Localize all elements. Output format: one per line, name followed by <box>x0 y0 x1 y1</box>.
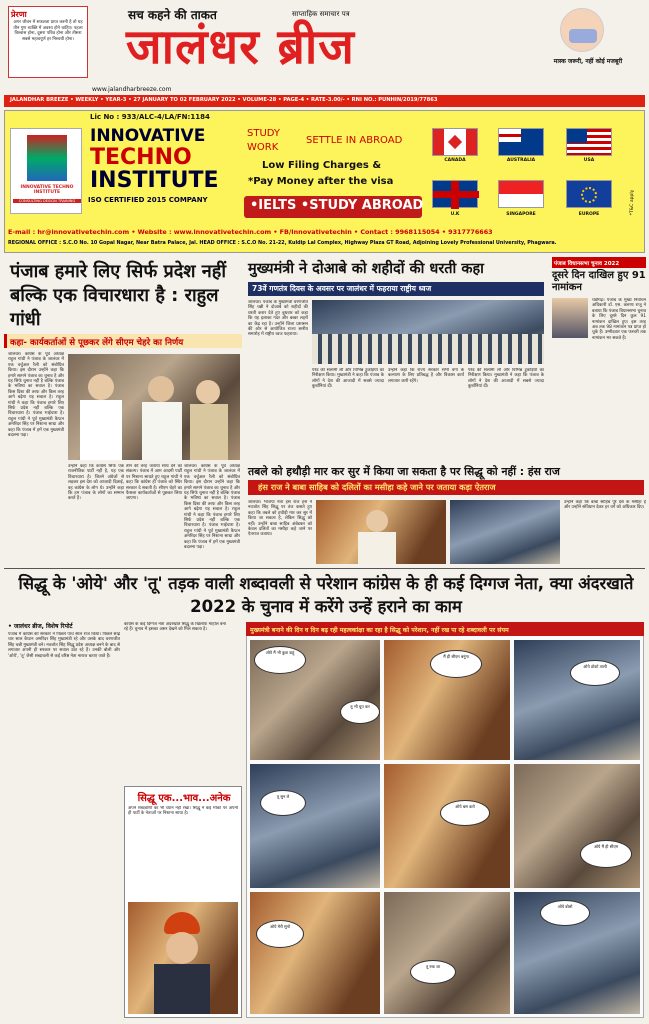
collage-photo-4 <box>250 764 380 888</box>
collage-photo-7 <box>250 892 380 1014</box>
tagline: सच कहने की ताकत <box>128 8 217 22</box>
country-canada: CANADA <box>444 158 466 163</box>
ad-office: REGIONAL OFFICE : S.C.O No. 10 Gopal Nagar, Near Batra Palace, Jal. HEAD OFFICE : S.C.O No. 21-22, Kuldip Lal Complex, Highway Plaza GT Road, Adjoining Lovely Professional University, Phagwara. <box>8 240 557 246</box>
story4-byline: • जालंधर ब्रीज, विशेष रिपोर्ट <box>8 623 73 630</box>
usa-flag-icon <box>566 128 612 156</box>
story1-col4: जालंधर। कांग्रेस के पूर्व अध्यक्ष राहुल गांधी ने पंजाब के जालंधर में एक वर्चुअल रैली को संबोधित किया। इस दौरान उन्होंने कहा कि हमारे सामने पंजाब का चुनाव है और यह सिर्फ चुनाव नहीं है बल्कि पंजाब के भविष्य का सवाल है। पंजाब किस दिशा की तरफ और किस तरह आगे बढ़ेगा यह सवाल है। राहुल गांधी ने कहा कि पंजाब हमारे लिए सिर्फ प्रदेश नहीं बल्कि एक विचारधारा है। पंजाब भाईचारा है। राहुल गांधी ने पूर्व मुख्यमंत्री कैप्टन अमरिंदर सिंह पर निशाना साधा और कहा कि पंजाब में हमें एक मुख्यमंत्री बदलना पड़ा। <box>184 464 240 551</box>
story3-photo <box>316 500 446 564</box>
ad-check-study: STUDY <box>247 128 281 139</box>
website: www.jalandharbreeze.com <box>92 86 172 93</box>
masthead: जालंधर ब्रीज <box>126 19 355 75</box>
collage-photo-6 <box>514 764 640 888</box>
speech-bubble: तू भी चुप कर <box>340 700 380 724</box>
ad-iso: ISO CERTIFIED 2015 COMPANY <box>88 196 208 204</box>
collage-photo-8 <box>384 892 510 1014</box>
speech-bubble: ओये ठोको ताली <box>570 660 620 686</box>
europe-flag-icon <box>566 180 612 208</box>
story4-box-title: सिद्धू एक...भाव...अनेक <box>137 793 231 804</box>
story2-photo <box>312 300 544 364</box>
speech-bubble: ओये बोलो <box>540 900 590 926</box>
ad-low-fee: Low Filing Charges & <box>262 160 382 171</box>
story4-box-body: अपने शब्दबाणों का भी ध्यान नहीं रखा। सिद्धू ने कई मौकों पर अपनी ही पार्टी के नेताओं पर निशाना साधा है। <box>128 806 238 817</box>
mask-icon <box>560 8 604 52</box>
ad-check-work: WORK <box>247 142 279 153</box>
story1-subhead: कहा- कार्यकर्ताओं से पूछकर लेंगे सीएम चेहरे का निर्णय <box>10 338 184 348</box>
country-singapore: SINGAPORE <box>506 212 536 217</box>
speech-bubble: तू रुक जा <box>410 960 456 984</box>
australia-flag-icon <box>498 128 544 156</box>
sidebar-body: चंडीगढ़। पंजाब के मुख्य निर्वाचन अधिकारी डॉ. एस. करुणा राजू ने बताया कि पंजाब विधानसभा चुनाव के लिए दूसरे दिन कुल 91 नामांकन दाखिल हुए। इस तरह अब तक 98 नामांकन पत्र प्राप्त हो चुके हैं। उम्मीदवार एक फरवरी तक नामांकन भर सकते हैं। <box>592 298 646 341</box>
collage-photo-3 <box>514 640 640 760</box>
ad-name-1: INNOVATIVE <box>90 126 206 146</box>
ad-name-2: TECHNO <box>90 145 192 170</box>
prerna-title: प्रेरणा <box>11 10 27 19</box>
story3-headline: तबले को हथौड़ी मार कर सुर में किया जा सकता है पर सिद्धू को नहीं : हंस राज <box>248 465 560 478</box>
prerna-box <box>8 6 88 78</box>
country-australia: AUSTRALIA <box>506 158 536 163</box>
story2-body: जालंधर। पंजाब के मुख्यमंत्री चरणजीत सिंह चन्नी ने दोआबे को शहीदों की धरती करार देते हुए बुधवार को कहा कि यह इलाका गदर और बब्बर लहरों का केंद्र रहा है। उन्होंने जिला प्रशासन की ओर से आयोजित राज्य स्तरीय समारोह में राष्ट्रीय ध्वज फहराया। <box>248 300 308 338</box>
subtagline: साप्ताहिक समाचार पत्र <box>292 10 350 18</box>
singapore-flag-icon <box>498 180 544 208</box>
story2-body4: परेड की सलामी ली और विभिन्न टुकड़ियों का निरीक्षण किया। मुख्यमंत्री ने कहा कि पंजाब के लोगों ने देश की आजादी में सबसे ज्यादा कुर्बानियां दीं। <box>468 368 544 390</box>
story3-subhead: हंस राज ने बाबा साहिब को दलितों का मसीहा कहे जाने पर जताया कड़ा ऐतराज <box>258 482 496 492</box>
speech-bubble: ओये मैं भी कुछ कहूं <box>254 646 306 674</box>
ad-pay: *Pay Money after the visa <box>248 176 394 187</box>
speech-bubble: ओये मैं ही सीएम <box>580 840 632 868</box>
speech-bubble: ओये बस करो <box>440 800 490 826</box>
collage-title: मुख्यमंत्री बनाने की दिन व दिन बढ़ रही महत्वकांक्षा का रहा है सिद्धू को परेशान, नहीं रख पा रहे शब्दावली पर संयम <box>250 627 509 634</box>
uk-flag-icon <box>432 180 478 208</box>
ad-logo <box>10 128 82 214</box>
country-usa: USA <box>583 158 595 163</box>
story2-headline: मुख्यमंत्री ने दोआबे को शहीदों की धरती कहा <box>248 261 484 277</box>
story1-col2: उन्होंने कहा कि कांग्रेस सिर्फ एक राजनीतिक पार्टी नहीं है, यह एक विचारधारा है। जितने अंग्रेजों से लड़कर इस देश को आजादी दिलाई, वह कांग्रेस के लोग थे। उन्होंने कहा कि हम पंजाब के लोगों का सम्मान करते हैं। <box>68 464 124 502</box>
story3-photo2 <box>450 500 560 564</box>
story1-body: जालंधर। कांग्रेस के पूर्व अध्यक्ष राहुल गांधी ने पंजाब के जालंधर में एक वर्चुअल रैली को संबोधित किया। इस दौरान उन्होंने कहा कि हमारे सामने पंजाब का चुनाव है और यह सिर्फ चुनाव नहीं है बल्कि पंजाब के भविष्य का सवाल है। पंजाब किस दिशा की तरफ और किस तरह आगे बढ़ेगा यह सवाल है। राहुल गांधी ने कहा कि पंजाब हमारे लिए सिर्फ प्रदेश नहीं बल्कि एक विचारधारा है। पंजाब भाईचारा है। राहुल गांधी ने पूर्व मुख्यमंत्री कैप्टन अमरिंदर सिंह पर निशाना साधा और कहा कि पंजाब में हमें एक मुख्यमंत्री बदलना पड़ा। <box>8 352 64 439</box>
prerna-text: अगर जीवन में सफलता प्राप्त करनी है तो यह तीन गुण व्यक्ति में अवश्य होने चाहिए। पहला विश्वास होना, दूसरा पवित्र होना और तीसरा सबसे महत्वपूर्ण हर निश्चयी होना। <box>13 20 83 42</box>
story1-headline: पंजाब हमारे लिए सिर्फ प्रदेश नहीं बल्कि एक विचारधारा है : राहुल गांधी <box>10 261 226 330</box>
story4-divider <box>4 568 645 569</box>
story4-body2: कांग्रेस के कई दिग्गज नेता अंदरखाते सिद्धू के खिलाफ माहौल बना रहे हैं। चुनाव में इसका असर देखने को मिल सकता है। <box>124 622 226 633</box>
story1-col3: तीन की तरह जताया साथ देने का संकल्प। पंजाब में आम आदमी पार्टी पर निशाना साधते हुए राहुल गांधी ने कहा कि कांग्रेस ही पंजाब को स्थिर सरकार दे सकती है। सीएम चेहरे का फैसला कार्यकर्ताओं से पूछकर लिया जाएगा। <box>126 464 182 502</box>
story4-box-photo <box>128 902 238 1014</box>
sidebar-tag: पंजाब विधानसभा चुनाव 2022 <box>552 257 646 268</box>
speech-bubble: मैं ही सीएम बनूंगा <box>430 650 482 678</box>
sidebar-photo <box>552 298 588 338</box>
ad-ielts: •IELTS •STUDY ABROAD <box>250 198 424 213</box>
mask-caption: मास्क जरूरी, नहीं कोई मजबूरी <box>553 58 623 65</box>
ad-logo-text: INNOVATIVE TECHNO INSTITUTE <box>20 185 74 195</box>
ad-tc: *T&C apply <box>630 189 636 216</box>
sidebar-headline: दूसरे दिन दाखिल हुए 91 नामांकन <box>552 270 646 293</box>
speech-bubble: तू सुन ले <box>260 790 306 816</box>
canada-flag-icon <box>432 128 478 156</box>
story3-body2: उन्होंने कहा कि बाबा साहिब पूरे देश के मसीहा हैं और उन्होंने संविधान देकर हर वर्ग को अधिकार दिए। <box>564 500 646 511</box>
ad-contact: E-mail : hr@innovativetechin.com • Website : www.innovativetechin.com • FB/Innovativetechin • Contact : 9968115054 • 9317776663 <box>8 228 493 236</box>
story4-headline: सिद्धू के 'ओये' और 'तू' तड़क वाली शब्दावली से परेशान कांग्रेस के ही कई दिग्गज नेता, क्या अंदरखाते 2022 के चुनाव में करेंगे उन्हें हराने का काम <box>18 574 634 616</box>
story2-body2: परेड की सलामी ली और विभिन्न टुकड़ियों का निरीक्षण किया। मुख्यमंत्री ने कहा कि पंजाब के लोगों ने देश की आजादी में सबसे ज्यादा कुर्बानियां दीं। <box>312 368 384 390</box>
story4-body: पंजाब में कांग्रेस की सरकार ने पिछले पांच साल राज किया। पिछले साढ़े चार साल कैप्टन अमरिंदर सिंह मुख्यमंत्री रहे और उसके बाद चरणजीत सिंह चन्नी मुख्यमंत्री बने। नवजोत सिंह सिद्धू प्रदेश अध्यक्ष बनने के बाद से लगातार अपनी ही सरकार पर सवाल उठा रहे हैं। उनकी बोली और 'ओये', 'तू' जैसी शब्दावली से कई वरिष्ठ नेता नाराज बताए जाते हैं। <box>8 632 120 659</box>
ad-logo-sub: CONSULTING DESIGN TRAINING <box>13 199 81 203</box>
story1-photo <box>68 354 240 460</box>
speech-bubble: ओये मेरी सुनो <box>256 920 304 948</box>
country-europe: EUROPE <box>578 212 600 217</box>
story2-body3: उन्होंने कहा कि राज्य सरकार सभी वर्गों के कल्याण के लिए प्रतिबद्ध है और विकास कार्य लगातार जारी रहेंगे। <box>388 368 464 384</box>
collage-photo-5 <box>384 764 510 888</box>
dateline: JALANDHAR BREEZE • WEEKLY • YEAR-3 • 27 JANUARY TO 02 FEBRUARY 2022 • VOLUME-28 • PAGE-4 • RATE-3.00/- • RNI NO.: PUNHIN/2019/77863 <box>10 97 438 103</box>
ad-lic: Lic No : 933/ALC-4/LA/FN:1184 <box>90 113 210 121</box>
country-uk: U.K <box>450 212 460 217</box>
ad-name-3: INSTITUTE <box>90 168 219 193</box>
story2-subhead: 73वें गणतंत्र दिवस के अवसर पर जालंधर में फहराया राष्ट्रीय ध्वज <box>252 284 432 293</box>
ad-check-settle: SETTLE IN ABROAD <box>306 135 403 146</box>
story3-body: जालंधर। भाजपा नेता हंस राज हंस ने नवजोत सिंह सिद्धू पर तंज कसते हुए कहा कि तबले को हथौड़ी मार कर सुर में किया जा सकता है, लेकिन सिद्धू को नहीं। उन्होंने बाबा साहिब अंबेडकर को केवल दलितों का मसीहा कहे जाने पर ऐतराज जताया। <box>248 500 312 538</box>
